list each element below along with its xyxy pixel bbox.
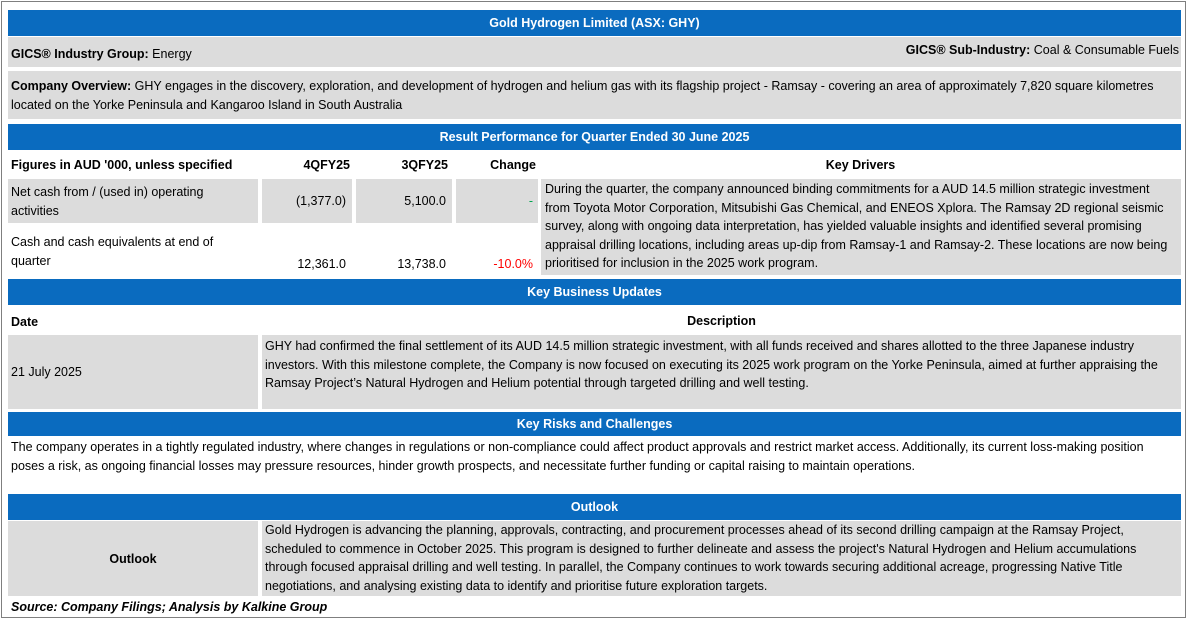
col-description: Description <box>687 314 756 328</box>
col-3qfy25: 3QFY25 <box>401 158 448 172</box>
outlook-header: Outlook <box>8 494 1181 520</box>
report-title: Gold Hydrogen Limited (ASX: GHY) <box>8 10 1181 36</box>
gics-sub-industry <box>906 40 1179 60</box>
col-date: Date <box>11 315 39 329</box>
row-cash-equivalents-4q: 12,361.0 <box>297 257 346 271</box>
key-drivers-text: During the quarter, the company announced binding commitments for a AUD 14.5 million strategic investment from Toyota Motor Corporation, Mitsubishi Gas Chemical, and ENEOS Xplora. The Ramsay 2D regional seismic survey, along with ongoing data interpretation, has yielded valuable insights and identified several promising appraisal drilling locations, including areas up-dip from Ramsay-1 and Ramsay-2. These locations are now being prioritised for inclusion in the 2025 work program. <box>541 179 1181 275</box>
source-note: Source: Company Filings; Analysis by Kalkine Group <box>11 600 328 614</box>
company-overview <box>8 71 1181 119</box>
row-operating-cash-4q: (1,377.0) <box>262 179 352 223</box>
result-header: Result Performance for Quarter Ended 30 June 2025 <box>8 124 1181 150</box>
outlook-text: Gold Hydrogen is advancing the planning, approvals, contracting, and procurement processes ahead of its second drilling campaign at the Ramsay Project, scheduled to commence in October 2025. This program is designed to further delineate and assess the project's Natural Hydrogen and Helium accumulations through focused appraisal drilling and well testing. In parallel, the Company continues to work towards securing additional acreage, progressing Native Title negotiations, and analysing existing data to identify and prioritise future exploration targets. <box>262 521 1181 596</box>
update-date: 21 July 2025 <box>8 335 258 409</box>
row-cash-equivalents-3q: 13,738.0 <box>397 257 446 271</box>
row-operating-cash-change: - <box>456 179 538 223</box>
col-change: Change <box>490 158 536 172</box>
risks-header: Key Risks and Challenges <box>8 412 1181 436</box>
updates-header: Key Business Updates <box>8 279 1181 305</box>
row-operating-cash-3q: 5,100.0 <box>356 179 452 223</box>
update-description: GHY had confirmed the final settlement of its AUD 14.5 million strategic investment, with all funds received and shares allotted to the three Japanese industry investors. With this milestone complete, the Company is now focused on executing its 2025 work program on the Yorke Peninsula, aimed at further appraising the Ramsay Project’s Natural Hydrogen and Helium potential through targeted drilling and well testing. <box>262 335 1181 409</box>
gics-sub-value: Coal & Consumable Fuels <box>1033 43 1179 57</box>
gics-industry-label: GICS® Industry Group: <box>11 47 149 61</box>
overview-label: Company Overview: <box>11 79 132 93</box>
gics-industry <box>11 44 192 64</box>
col-figures: Figures in AUD '000, unless specified <box>11 158 233 172</box>
row-label-operating-cash: Net cash from / (used in) operating activities <box>8 179 258 223</box>
overview-text: GHY engages in the discovery, exploration, and development of hydrogen and helium gas with its flagship project - Ramsay - covering an area of approximately 7,820 square kilometres located on the Yorke Peninsula and Kangaroo Island in South Australia <box>11 79 1154 112</box>
gics-sub-label: GICS® Sub-Industry: <box>905 43 1031 57</box>
outlook-label: Outlook <box>8 521 258 596</box>
col-4qfy25: 4QFY25 <box>303 158 350 172</box>
col-key-drivers: Key Drivers <box>825 158 896 172</box>
risks-text: The company operates in a tightly regulated industry, where changes in regulations or non-compliance could affect product approvals and restrict market access. Additionally, its current loss-making position poses a risk, as ongoing financial losses may pressure resources, hinder growth prospects, and necessitate further funding or capital raising to maintain operations. <box>11 440 1144 473</box>
row-label-cash-equivalents: Cash and cash equivalents at end of quarter <box>11 235 214 268</box>
gics-industry-value: Energy <box>152 47 192 61</box>
row-cash-equivalents-change: -10.0% <box>493 257 533 271</box>
